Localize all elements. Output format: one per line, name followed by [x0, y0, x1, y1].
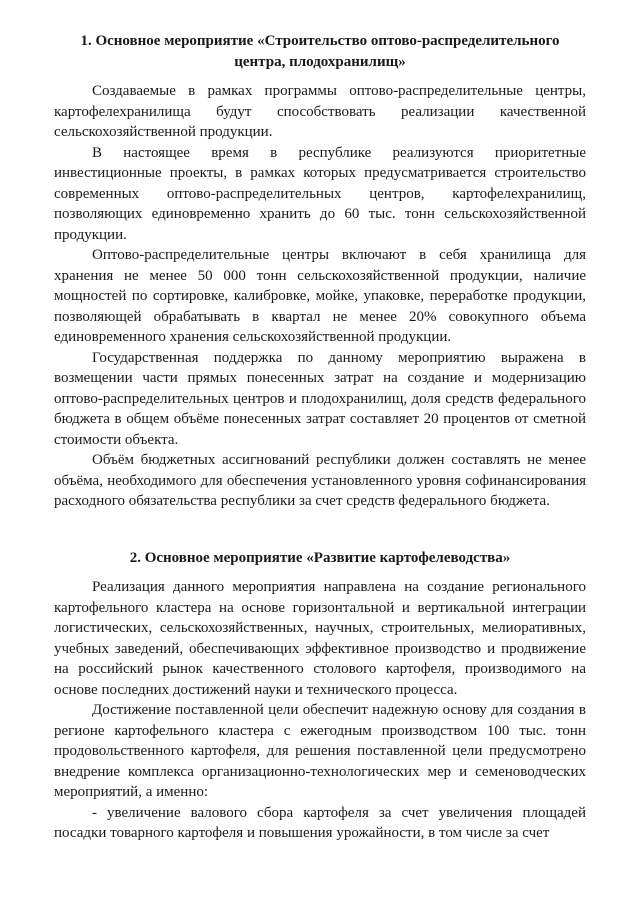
- section-1-paragraph: Оптово-распределительные центры включают в себя хранилища для хранения не менее 50 000 тонн сельскохозяйственной продукции, наличие мощностей по сортировке, калибровке, мойке, упаковке, переработке продукции, позволяющей обрабатывать в квартал не менее 20% совокупного объема единовременного хранения сельскохозяйственной продукции.: [54, 247, 586, 345]
- section-2-paragraph: - увеличение валового сбора картофеля за счет увеличения площадей посадки товарного картофеля и повышения урожайности, в том числе за счет: [54, 804, 586, 841]
- section-2-heading: 2. Основное мероприятие «Развитие картофелеводства»: [129, 549, 511, 566]
- document-body: [54, 31, 586, 844]
- section-1-paragraph: Создаваемые в рамках программы оптово-распределительные центры, картофелехранилища будут способствовать реализации качественной сельскохозяйственной продукции.: [54, 83, 586, 140]
- section-1-paragraph: Государственная поддержка по данному мероприятию выражена в возмещении части прямых понесенных затрат на создание и модернизацию оптово-распределительных центров и плодохранилищ, доля средств федерального бюджета в общем объёме понесенных затрат составляет 20 процентов от сметной стоимости объекта.: [54, 349, 586, 448]
- section-1-paragraph: В настоящее время в республике реализуются приоритетные инвестиционные проекты, в рамках которых предусматривается строительство современных оптово-распределительных центров, картофелехранилищ, позволяющих единовременно хранить до 60 тыс. тонн сельскохозяйственной продукции.: [54, 144, 586, 243]
- section-2-paragraph: Достижение поставленной цели обеспечит надежную основу для создания в регионе картофельного кластера с ежегодным производством 100 тыс. тонн продовольственного картофеля, для решения поставленной цели предусмотрено внедрение комплекса организационно-технологических мер и семеноводческих мероприятий, а именно:: [54, 702, 586, 800]
- section-1-paragraph: Объём бюджетных ассигнований республики должен составлять не менее объёма, необходимого для обеспечения установленного уровня софинансирования расходного обязательства республики за счет средств федерального бюджета.: [54, 452, 586, 509]
- section-1-heading: 1. Основное мероприятие «Строительство оптово-распределительного центра, плодохранилищ»: [80, 33, 560, 70]
- section-2-paragraph: Реализация данного мероприятия направлена на создание регионального картофельного кластера на основе горизонтальной и вертикальной интеграции логистических, сельскохозяйственных, научных, строительных, мелиоративных, учебных заведений, обеспечивающих эффективное производство и продвижение на российский рынок качественного столового картофеля, производимого на основе последних достижений науки и технического процесса.: [54, 579, 586, 698]
